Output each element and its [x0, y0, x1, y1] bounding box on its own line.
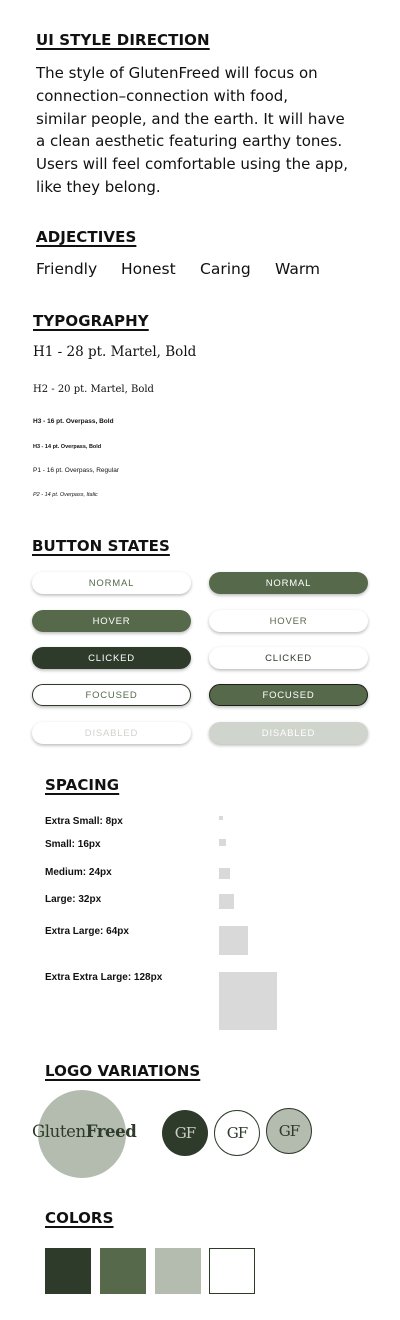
type-sample-h1: H1 - 28 pt. Martel, Bold — [33, 344, 197, 360]
spacing-label-xl: Extra Large: 64px — [45, 926, 129, 937]
paragraph-line: a clean aesthetic featuring earthy tones. — [36, 132, 343, 151]
spacing-swatch-l — [219, 894, 234, 909]
focused-button-dark[interactable]: FOCUSED — [209, 684, 368, 706]
focused-button-light[interactable]: FOCUSED — [32, 684, 191, 706]
normal-button-light[interactable]: NORMAL — [32, 572, 191, 594]
clicked-button-light[interactable]: CLICKED — [32, 647, 191, 669]
adjective-caring: Caring — [200, 260, 251, 278]
paragraph-line: connection–connection with food, — [36, 86, 289, 105]
spacing-label-m: Medium: 24px — [45, 867, 112, 878]
type-sample-p2: P2 - 14 pt. Overpass, Italic — [33, 492, 98, 498]
disabled-button-light: DISABLED — [32, 722, 191, 744]
spacing-swatch-xs — [219, 816, 223, 820]
hover-button-light[interactable]: HOVER — [32, 610, 191, 632]
normal-button-dark[interactable]: NORMAL — [209, 572, 368, 594]
adjective-friendly: Friendly — [36, 260, 98, 278]
ui-style-paragraph — [36, 62, 356, 199]
color-swatch-white — [209, 1248, 255, 1294]
paragraph-line: similar people, and the earth. It will have — [36, 109, 345, 128]
logo-wordmark — [32, 1122, 136, 1141]
spacing-label-xs: Extra Small: 8px — [45, 816, 123, 827]
clicked-button-dark[interactable]: CLICKED — [209, 647, 368, 669]
type-sample-h2: H2 - 20 pt. Martel, Bold — [33, 384, 154, 395]
logo-wordmark-regular: Gluten — [32, 1122, 86, 1141]
typography-heading: TYPOGRAPHY — [33, 312, 149, 330]
spacing-label-xxl: Extra Extra Large: 128px — [45, 972, 163, 983]
monogram-sage: GF — [266, 1108, 312, 1154]
paragraph-line: The style of GlutenFreed will focus on — [36, 64, 318, 82]
spacing-label-s: Small: 16px — [45, 839, 101, 850]
paragraph-line: like they belong. — [36, 177, 161, 196]
type-sample-h3-14: H3 - 14 pt. Overpass, Bold — [33, 444, 102, 450]
monogram-outline: GF — [214, 1110, 260, 1156]
type-sample-h3-16: H3 - 16 pt. Overpass, Bold — [33, 418, 114, 425]
spacing-swatch-xl — [219, 926, 248, 955]
color-swatch-sage — [155, 1248, 201, 1294]
type-sample-p1: P1 - 16 pt. Overpass, Regular — [33, 467, 119, 474]
spacing-heading: SPACING — [45, 776, 120, 794]
monogram-dark: GF — [162, 1110, 208, 1156]
paragraph-line: Users will feel comfortable using the app, — [36, 155, 349, 174]
color-swatch-dark-green — [45, 1248, 91, 1294]
button-states-heading: BUTTON STATES — [32, 537, 170, 555]
logo-heading: LOGO VARIATIONS — [45, 1062, 201, 1080]
color-swatch-moss-green — [100, 1248, 146, 1294]
adjective-honest: Honest — [121, 260, 176, 278]
spacing-swatch-m — [219, 868, 230, 879]
hover-button-dark[interactable]: HOVER — [209, 610, 368, 632]
adjective-warm: Warm — [275, 260, 321, 278]
spacing-label-l: Large: 32px — [45, 894, 102, 905]
disabled-button-dark: DISABLED — [209, 722, 368, 744]
logo-wordmark-bold: Freed — [85, 1122, 137, 1141]
spacing-swatch-xxl — [219, 972, 277, 1030]
ui-style-heading: UI STYLE DIRECTION — [36, 31, 210, 49]
spacing-swatch-s — [219, 839, 226, 846]
colors-heading: COLORS — [45, 1209, 114, 1227]
adjectives-heading: ADJECTIVES — [36, 228, 137, 246]
